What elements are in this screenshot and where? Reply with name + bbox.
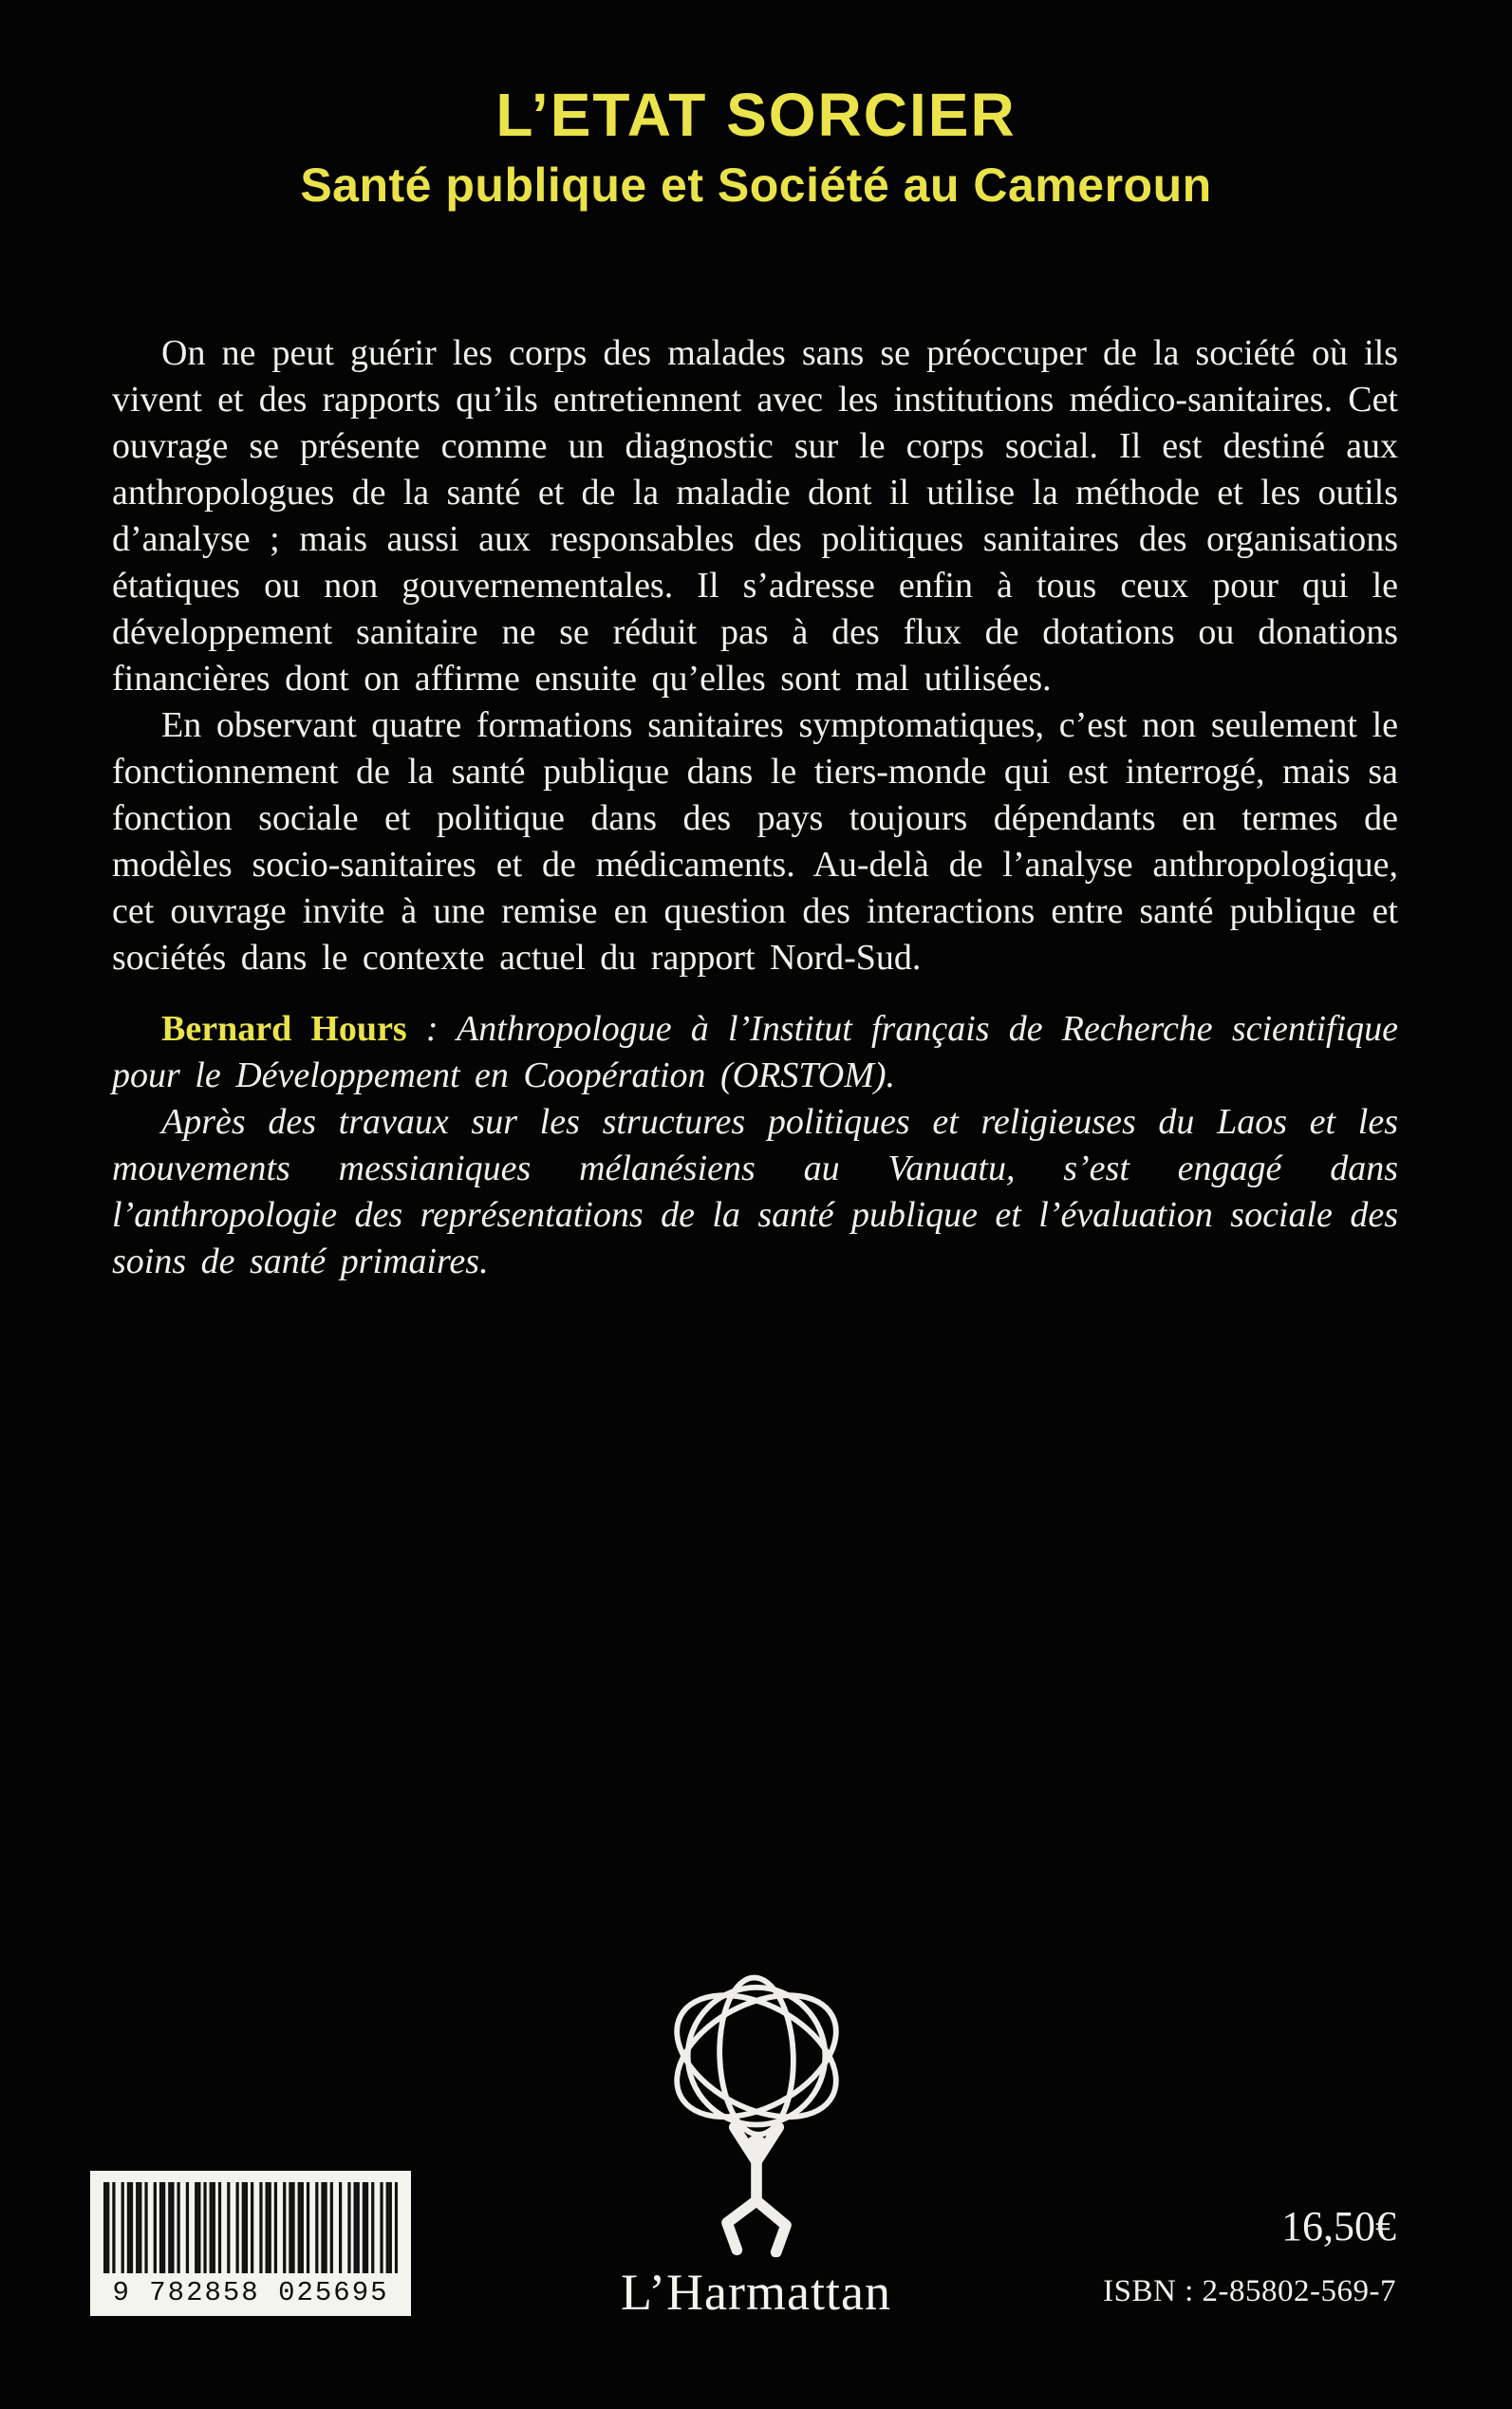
- atlas-globe-logo-icon: [633, 1963, 880, 2257]
- isbn: ISBN : 2-85802-569-7: [1103, 2274, 1396, 2309]
- author-bio-text: Anthropologue à l’Institut français de Recherche scientifique pour le Développement en Coopération (ORSTOM).: [112, 1009, 1399, 1095]
- barcode: [90, 2171, 411, 2316]
- barcode-bars-icon: [103, 2182, 398, 2273]
- price: 16,50€: [1281, 2203, 1396, 2250]
- author-name: Bernard Hours: [161, 1009, 407, 1049]
- author-bio-2: Après des travaux sur les structures politiques et religieuses du Laos et les mouvements messianiques mélanésiens au Vanuatu, s’est engagé dans l’anthropologie des représentations de la santé publique et l’évaluation sociale des soins de santé primaires.: [112, 1102, 1398, 1281]
- barcode-number: 9 782858 025695: [112, 2277, 389, 2308]
- title-block: [0, 81, 1512, 213]
- publisher-name: L’Harmattan: [621, 2264, 891, 2321]
- synopsis: [112, 330, 1398, 1285]
- pricing-block: [1103, 2204, 1396, 2309]
- book-subtitle: Santé publique et Société au Cameroun: [300, 159, 1212, 213]
- synopsis-paragraph-1: On ne peut guérir les corps des malades sans se préoccuper de la société où ils vivent et des rapports qu’ils entretiennent avec les institutions médico-sanitaires. Cet ouvrage se présente comme un diagnostic sur le corps social. Il est destiné aux anthropologues de la santé et de la maladie dont il utilise la méthode et les outils d’analyse ; mais aussi aux responsables des politiques sanitaires des organisations étatiques ou non gouvernementales. Il s’adresse enfin à tous ceux pour qui le développement sanitaire ne se réduit pas à des flux de dotations ou donations financières dont on affirme ensuite qu’elles sont mal utilisées.: [112, 333, 1398, 699]
- book-title: L’ETAT SORCIER: [495, 81, 1017, 149]
- author-separator: :: [406, 1009, 457, 1049]
- author-bio-line: [112, 1006, 1398, 1099]
- synopsis-paragraph-2: En observant quatre formations sanitaires symptomatiques, c’est non seulement le fonctionnement de la santé publique dans le tiers-monde qui est interrogé, mais sa fonction sociale et politique dans des pays toujours dépendants en termes de modèles socio-sanitaires et de médicaments. Au-delà de l’analyse anthropologique, cet ouvrage invite à une remise en question des interactions entre santé publique et sociétés dans le contexte actuel du rapport Nord-Sud.: [112, 705, 1398, 978]
